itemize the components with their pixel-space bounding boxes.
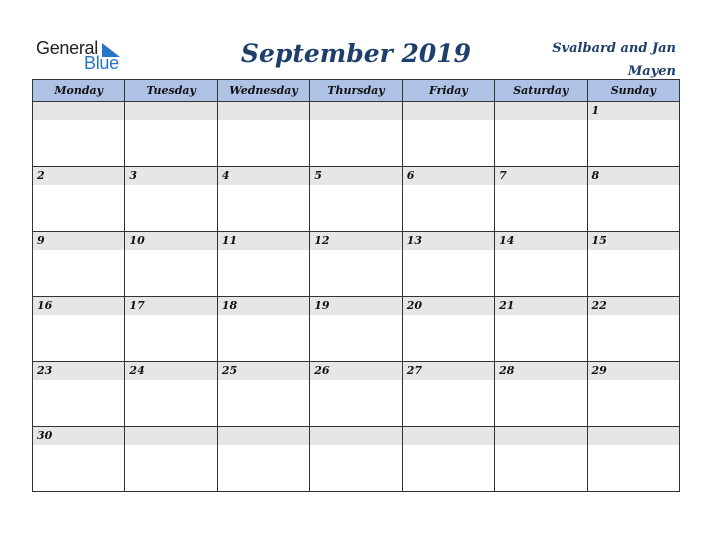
day-cell[interactable] xyxy=(310,102,402,167)
day-number: 20 xyxy=(403,297,494,315)
calendar-body xyxy=(33,102,680,492)
day-number: 8 xyxy=(588,167,679,185)
day-number xyxy=(588,427,679,445)
day-number: 16 xyxy=(33,297,124,315)
weekday-header-friday: Friday xyxy=(402,80,494,102)
day-number: 17 xyxy=(125,297,216,315)
day-number: 14 xyxy=(495,232,586,250)
day-cell[interactable] xyxy=(310,362,402,427)
day-number xyxy=(218,427,309,445)
day-number: 10 xyxy=(125,232,216,250)
generalblue-logo xyxy=(36,38,136,74)
day-cell[interactable] xyxy=(402,232,494,297)
day-number: 6 xyxy=(403,167,494,185)
day-cell[interactable] xyxy=(495,102,587,167)
day-cell[interactable] xyxy=(33,362,125,427)
day-cell[interactable] xyxy=(217,102,309,167)
weekday-header-thursday: Thursday xyxy=(310,80,402,102)
weekday-header-tuesday: Tuesday xyxy=(125,80,217,102)
day-cell[interactable] xyxy=(587,362,679,427)
day-cell[interactable] xyxy=(125,167,217,232)
day-number xyxy=(310,102,401,120)
day-number: 12 xyxy=(310,232,401,250)
day-cell[interactable] xyxy=(125,102,217,167)
day-cell[interactable] xyxy=(217,297,309,362)
day-number: 24 xyxy=(125,362,216,380)
day-cell[interactable] xyxy=(587,297,679,362)
day-cell[interactable] xyxy=(33,167,125,232)
day-number xyxy=(33,102,124,120)
day-number xyxy=(125,427,216,445)
day-cell[interactable] xyxy=(310,427,402,492)
day-cell[interactable] xyxy=(125,297,217,362)
day-cell[interactable] xyxy=(402,167,494,232)
day-number: 19 xyxy=(310,297,401,315)
day-cell[interactable] xyxy=(33,427,125,492)
day-number: 29 xyxy=(588,362,679,380)
day-cell[interactable] xyxy=(125,362,217,427)
day-cell[interactable] xyxy=(495,362,587,427)
day-cell[interactable] xyxy=(402,362,494,427)
day-number: 23 xyxy=(33,362,124,380)
day-number: 7 xyxy=(495,167,586,185)
day-number xyxy=(218,102,309,120)
day-cell[interactable] xyxy=(402,102,494,167)
weekday-header-saturday: Saturday xyxy=(495,80,587,102)
logo-text-general: General xyxy=(36,38,98,58)
day-number: 28 xyxy=(495,362,586,380)
day-number xyxy=(310,427,401,445)
page-title: September 2019 xyxy=(240,39,472,68)
day-number: 9 xyxy=(33,232,124,250)
day-cell[interactable] xyxy=(310,297,402,362)
day-cell[interactable] xyxy=(402,427,494,492)
day-cell[interactable] xyxy=(402,297,494,362)
day-number xyxy=(403,427,494,445)
day-cell[interactable] xyxy=(217,232,309,297)
week-row xyxy=(33,102,680,167)
day-number: 2 xyxy=(33,167,124,185)
day-cell[interactable] xyxy=(217,167,309,232)
week-row xyxy=(33,167,680,232)
day-number: 4 xyxy=(218,167,309,185)
day-number: 21 xyxy=(495,297,586,315)
calendar-grid xyxy=(32,79,680,492)
weekday-header-wednesday: Wednesday xyxy=(217,80,309,102)
day-number: 18 xyxy=(218,297,309,315)
day-number: 22 xyxy=(588,297,679,315)
day-number xyxy=(125,102,216,120)
region-label: Svalbard and Jan Mayen xyxy=(552,41,676,79)
day-cell[interactable] xyxy=(495,167,587,232)
weekday-header-row xyxy=(33,80,680,102)
day-cell[interactable] xyxy=(125,232,217,297)
week-row xyxy=(33,362,680,427)
day-cell[interactable] xyxy=(587,102,679,167)
day-cell[interactable] xyxy=(587,167,679,232)
day-cell[interactable] xyxy=(587,427,679,492)
day-cell[interactable] xyxy=(125,427,217,492)
day-number: 26 xyxy=(310,362,401,380)
day-cell[interactable] xyxy=(217,362,309,427)
day-cell[interactable] xyxy=(33,102,125,167)
day-cell[interactable] xyxy=(495,232,587,297)
day-number: 11 xyxy=(218,232,309,250)
week-row xyxy=(33,297,680,362)
day-number: 15 xyxy=(588,232,679,250)
day-number xyxy=(403,102,494,120)
day-number: 1 xyxy=(588,102,679,120)
day-number xyxy=(495,102,586,120)
day-number: 30 xyxy=(33,427,124,445)
day-number xyxy=(495,427,586,445)
week-row xyxy=(33,232,680,297)
weekday-header-monday: Monday xyxy=(33,80,125,102)
day-cell[interactable] xyxy=(310,167,402,232)
day-cell[interactable] xyxy=(33,297,125,362)
logo-text-blue: Blue xyxy=(84,53,119,73)
day-cell[interactable] xyxy=(310,232,402,297)
day-cell[interactable] xyxy=(587,232,679,297)
day-cell[interactable] xyxy=(33,232,125,297)
day-number: 5 xyxy=(310,167,401,185)
day-cell[interactable] xyxy=(495,297,587,362)
day-number: 25 xyxy=(218,362,309,380)
day-cell[interactable] xyxy=(495,427,587,492)
day-cell[interactable] xyxy=(217,427,309,492)
week-row xyxy=(33,427,680,492)
day-number: 3 xyxy=(125,167,216,185)
day-number: 13 xyxy=(403,232,494,250)
weekday-header-sunday: Sunday xyxy=(587,80,679,102)
day-number: 27 xyxy=(403,362,494,380)
